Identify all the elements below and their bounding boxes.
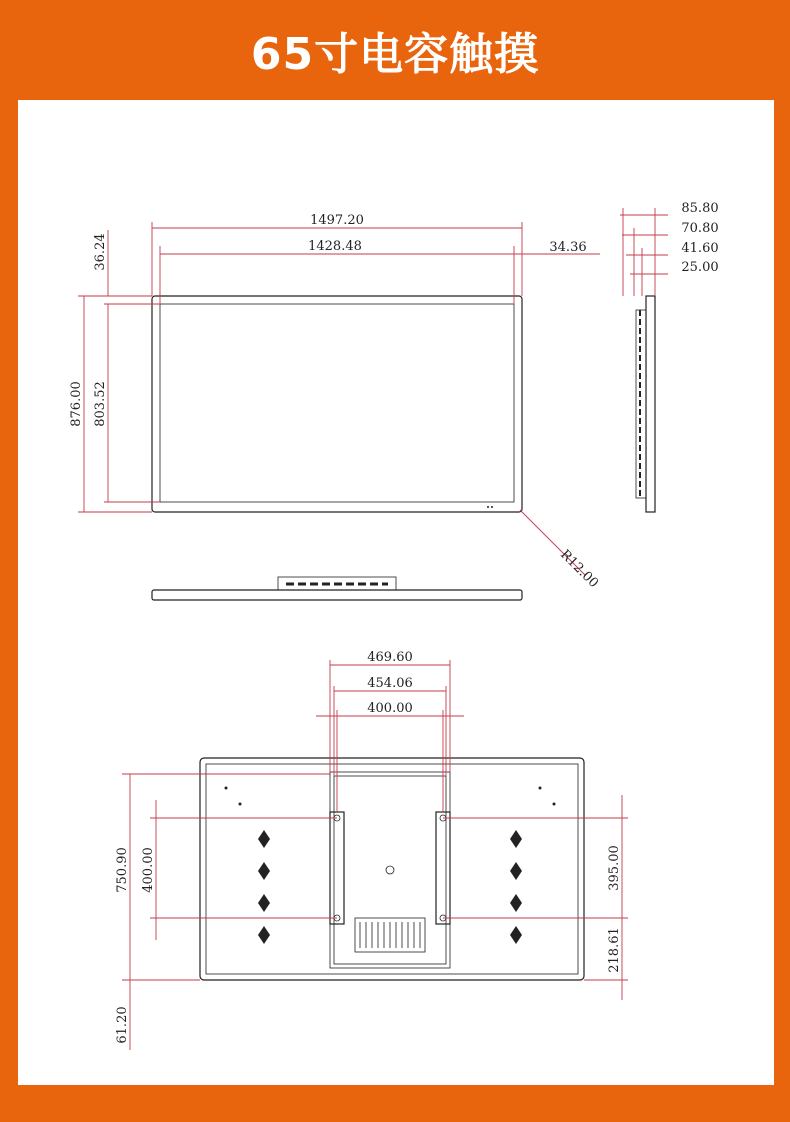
dim-base-offset: 61.20 (115, 1006, 130, 1044)
dim-height-total: 750.90 (115, 847, 130, 893)
dim-depth-3: 41.60 (681, 241, 719, 256)
center-hole (386, 866, 394, 874)
dim-depth-2: 70.80 (681, 221, 719, 236)
back-view (115, 650, 628, 1050)
front-outer-frame (152, 296, 522, 512)
vesa-rail-left (330, 812, 344, 924)
dim-height-inner: 803.52 (93, 381, 108, 427)
page-title: 65寸电容触摸 (250, 29, 540, 80)
front-view (69, 213, 601, 591)
mount-slots-right (510, 830, 522, 944)
dim-vesa-h: 400.00 (367, 701, 413, 716)
dim-bracket-mid: 454.06 (367, 676, 413, 691)
mount-slots-left (258, 830, 270, 944)
dim-depth-4: 25.00 (681, 260, 719, 275)
dim-width-outer: 1497.20 (310, 213, 364, 228)
dim-right-span: 395.00 (607, 845, 622, 891)
dim-depth-total: 85.80 (681, 201, 719, 216)
dim-bezel-top: 36.24 (93, 233, 108, 271)
dim-bezel-side: 34.36 (549, 240, 587, 255)
vesa-rail-right (436, 812, 450, 924)
dim-bracket-outer: 469.60 (367, 650, 413, 665)
top-view (152, 577, 522, 600)
dim-corner-radius: R12.00 (557, 547, 602, 592)
front-indicator (487, 506, 489, 508)
side-view (620, 201, 719, 512)
back-frame (200, 758, 584, 980)
dim-width-inner: 1428.48 (308, 239, 362, 254)
dim-bottom-offset: 218.61 (607, 927, 622, 973)
dim-height-outer: 876.00 (69, 381, 84, 427)
top-frame (152, 590, 522, 600)
dim-vesa-v: 400.00 (141, 847, 156, 893)
side-frame (646, 296, 655, 512)
front-screen-area (160, 304, 514, 502)
